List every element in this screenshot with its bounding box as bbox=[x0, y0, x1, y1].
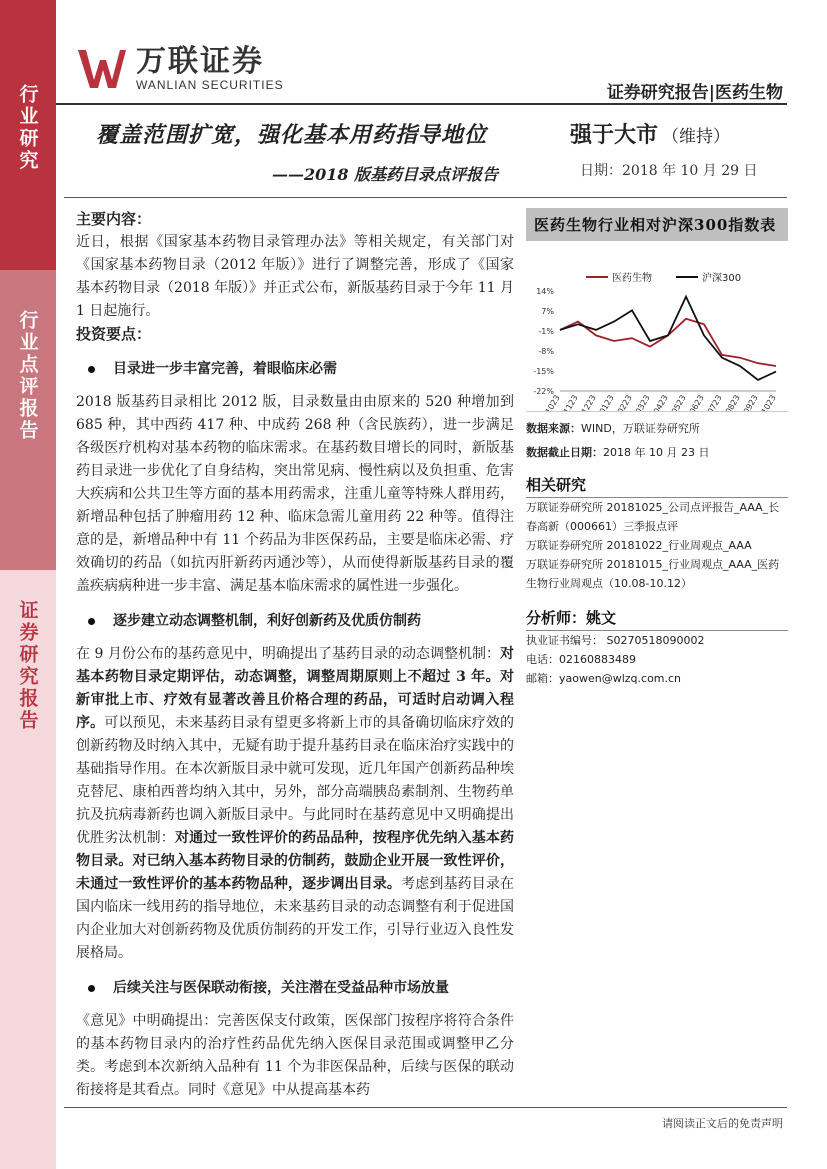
bullet-label: 逐步建立动态调整机制，利好创新药及优质仿制药 bbox=[113, 613, 421, 629]
p2c: 可以预见，未来基药目录有望更多将新上市的具备确切临床疗效的创新药物及时纳入其中，无疑有助于提升基药目录在临床治疗实践中的基础指导作用。在本次新版目录中就可发现，近几年国产创新药品种埃克替尼、康柏西普均纳入其中，另外，部分高端胰岛素制剂、生物药单抗及抗病毒新药也调入新版目录中。与此同时在基药意见中又明确提出优胜劣汰机制： bbox=[76, 715, 515, 846]
logo-en: WANLIAN SECURITIES bbox=[136, 78, 284, 92]
disclaimer-note: 请阅读正文后的免责声明 bbox=[662, 1117, 783, 1130]
relative-index-chart bbox=[526, 241, 788, 411]
related-item: 万联证券研究所 20181022_行业周观点_AAA bbox=[526, 539, 752, 552]
main-content bbox=[76, 208, 514, 1102]
bullet-heading-1 bbox=[88, 358, 514, 381]
bullet-heading-2 bbox=[88, 610, 514, 633]
rating bbox=[570, 118, 730, 149]
x-tick-label: 180223 bbox=[610, 393, 634, 411]
rating-main: 强于大市 bbox=[570, 122, 659, 148]
chart-container bbox=[526, 241, 788, 412]
page-title: 覆盖范围扩宽，强化基本用药指导地位 bbox=[96, 122, 488, 148]
x-tick-label: 180723 bbox=[700, 393, 724, 411]
analyst-email: 邮箱：yaowen@wlzq.com.cn bbox=[526, 672, 682, 685]
x-tick-label: 171223 bbox=[574, 393, 598, 411]
series-line bbox=[560, 319, 776, 366]
page-subtitle: ——2018 版基药目录点评报告 bbox=[272, 165, 499, 184]
related-heading: 相关研究 bbox=[526, 474, 788, 498]
src-value: WIND，万联证券研究所 bbox=[581, 422, 700, 435]
wanlian-logo-icon bbox=[76, 46, 128, 92]
y-tick-label: 7% bbox=[541, 307, 554, 316]
p2e: 考虑到基药目录在国内临床一线用药的指导地位，未来基药目录的动态调整有利于促进国内企业加大对创新药物及优质仿制药的开发工作，引导行业迈入良性发展格局。 bbox=[76, 876, 515, 961]
chart-title: 医药生物行业相对沪深300指数表 bbox=[526, 208, 788, 241]
bullet-label: 目录进一步丰富完善，着眼临床必需 bbox=[113, 361, 337, 377]
x-tick-label: 180823 bbox=[718, 393, 742, 411]
sidebar-block-comment bbox=[0, 270, 56, 570]
data-cutoff bbox=[526, 444, 788, 460]
sidebar-label: 行业点评报告 bbox=[16, 310, 39, 442]
report-category: 证券研究报告|医药生物 bbox=[606, 83, 783, 103]
y-tick-label: -8% bbox=[538, 347, 554, 356]
sidebar-label: 行业研究 bbox=[16, 84, 39, 172]
legend-label: 医药生物 bbox=[612, 273, 652, 284]
bullet-icon bbox=[88, 618, 95, 625]
paragraph-1: 2018 版基药目录相比 2012 版，目录数量由由原来的 520 种增加到 685 种，其中西药 417 种、中成药 268 种（含民族药），进一步满足各级医疗机构对基本药物的临床需求。在基药数目增长的同时，新版基药目录进一步优化了自身结构，突出常见病、慢性病以及负担重、危害大疾病和公共卫生等方面的基本用药需求，注重儿童等特殊人群用药，新增品种包括了肿瘤用药 12 种、临床急需儿童用药 22 种等。值得注意的是，新增品种中有 11 个药品为非医保药品，主要是临床必需、疗效确切的药品（如抗丙肝新药丙通沙等），从而使得新版基药目录的覆盖疾病病种进一步丰富、满足基本临床需求的属性进一步强化。 bbox=[76, 394, 514, 594]
bullet-icon bbox=[88, 366, 95, 373]
bullet-heading-3 bbox=[88, 977, 514, 1000]
summary-heading: 主要内容： bbox=[76, 210, 152, 228]
report-date: 日期：2018 年 10 月 29 日 bbox=[580, 163, 758, 179]
header-divider bbox=[56, 103, 787, 105]
y-tick-label: -22% bbox=[533, 387, 554, 396]
title-divider bbox=[64, 197, 787, 198]
src-label: 数据来源： bbox=[526, 422, 581, 435]
p2d: 对通过一致性评价的药品品种，按程序优先纳入基本药物目录。对已纳入基本药物目录的仿制药，鼓励企业开展一致性评价，未通过一致性评价的基本药物品种，逐步调出目录。 bbox=[76, 830, 515, 892]
bullet-label: 后续关注与医保联动衔接，关注潜在受益品种市场放量 bbox=[113, 980, 449, 996]
cutoff-label: 数据截止日期： bbox=[526, 446, 603, 459]
y-tick-label: -1% bbox=[538, 327, 554, 336]
x-tick-label: 180323 bbox=[628, 393, 652, 411]
x-tick-label: 180523 bbox=[664, 393, 688, 411]
paragraph-3: 《意见》中明确提出：完善医保支付政策，医保部门按程序将符合条件的基本药物目录内的治疗性药品优先纳入医保目录范围或调整甲乙分类。考虑到本次新纳入品种有 11 个为非医保品种，后续与医保的联动衔接将是其看点。同时《意见》中从提高基本药 bbox=[76, 1013, 514, 1098]
x-tick-label: 180123 bbox=[592, 393, 616, 411]
logo-cn: 万联证券 bbox=[136, 44, 264, 79]
series-line bbox=[560, 297, 776, 380]
legend-label: 沪深300 bbox=[702, 273, 742, 284]
related-item: 万联证券研究所 20181015_行业周观点_AAA_医药生物行业周观点（10.08-10.12） bbox=[526, 558, 780, 590]
sidebar-block-report bbox=[0, 570, 56, 1169]
footer-divider bbox=[64, 1107, 787, 1108]
y-tick-label: 14% bbox=[536, 287, 554, 296]
bullet-icon bbox=[88, 985, 95, 992]
analyst-phone: 电话：02160883489 bbox=[526, 653, 636, 666]
analyst-heading: 分析师：姚文 bbox=[526, 607, 788, 631]
p2a: 在 9 月份公布的基药意见中，明确提出了基药目录的动态调整机制： bbox=[76, 646, 500, 662]
paragraph-2 bbox=[76, 643, 514, 965]
cutoff-value: 2018 年 10 月 23 日 bbox=[603, 446, 710, 459]
sidebar-label: 证券研究报告 bbox=[16, 600, 39, 732]
related-item: 万联证券研究所 20181025_公司点评报告_AAA_长春高新（000661）三季报点评 bbox=[526, 501, 780, 533]
right-column bbox=[526, 208, 788, 688]
x-tick-label: 180923 bbox=[736, 393, 760, 411]
x-tick-label: 171023 bbox=[538, 393, 562, 411]
y-tick-label: -15% bbox=[533, 367, 554, 376]
x-tick-label: 171123 bbox=[556, 393, 580, 411]
data-source bbox=[526, 420, 788, 436]
x-tick-label: 180423 bbox=[646, 393, 670, 411]
points-heading: 投资要点： bbox=[76, 325, 152, 343]
sidebar-block-industry bbox=[0, 0, 56, 270]
sidebar bbox=[0, 0, 56, 1169]
p2b: 对基本药物目录定期评估，动态调整，调整周期原则上不超过 3 年。对新审批上市、疗效有显著改善且价格合理的药品，可适时启动调入程序。 bbox=[76, 646, 514, 731]
company-logo bbox=[76, 46, 284, 92]
x-tick-label: 180623 bbox=[682, 393, 706, 411]
x-tick-label: 181023 bbox=[754, 393, 778, 411]
rating-sub: （维持） bbox=[662, 127, 731, 147]
analyst-cert: 执业证书编号： S0270518090002 bbox=[526, 634, 705, 647]
summary-text: 近日，根据《国家基本药物目录管理办法》等相关规定，有关部门对《国家基本药物目录（2012 年版）》进行了调整完善，形成了《国家基本药物目录（2018 年版）》并正式公布，新版基药目录于今年 11 月 1 日起施行。 bbox=[76, 234, 514, 319]
